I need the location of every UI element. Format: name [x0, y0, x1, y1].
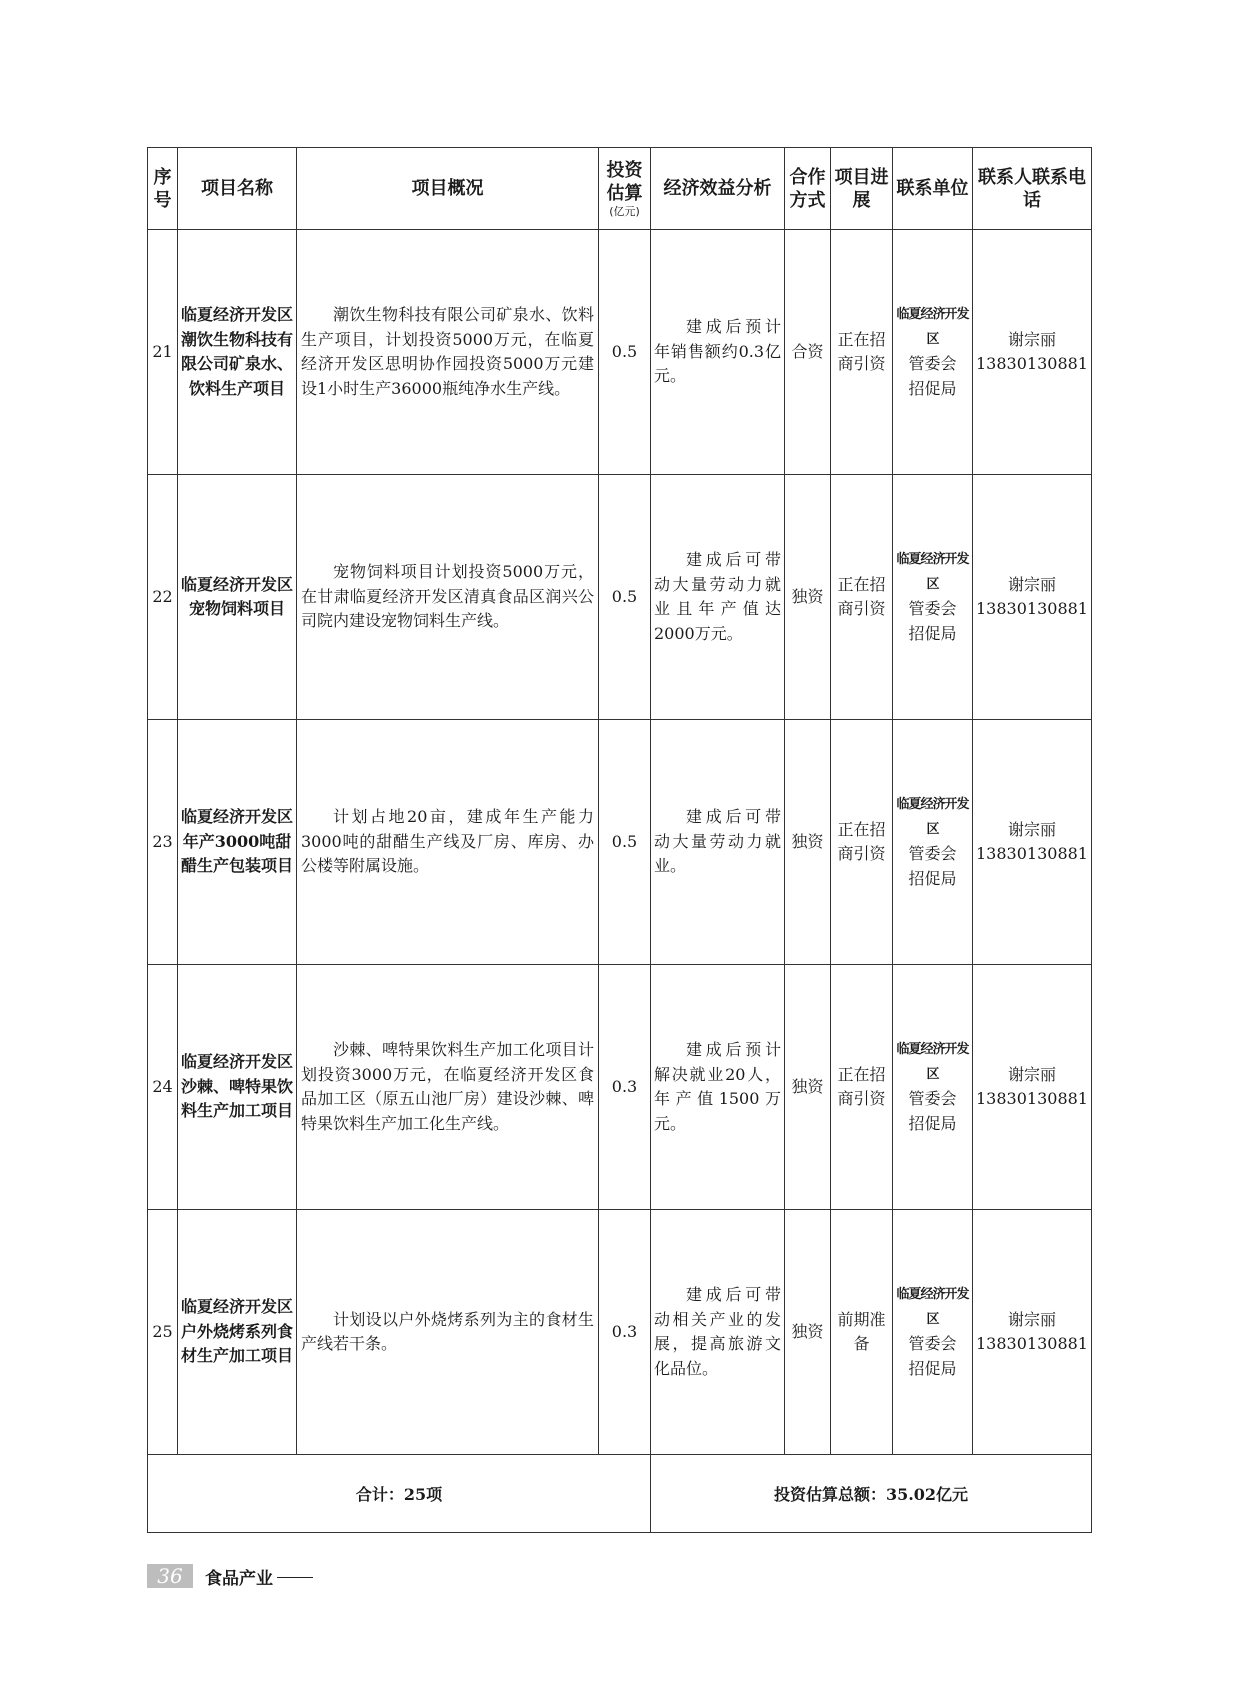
row-contact — [973, 1210, 1092, 1455]
header-no: 序号 — [148, 148, 178, 230]
row-name: 临夏经济开发区户外烧烤系列食材生产加工项目 — [178, 1210, 297, 1455]
row-coop: 独资 — [785, 475, 831, 720]
table-row — [148, 230, 1092, 475]
row-progress: 正在招商引资 — [831, 230, 893, 475]
row-unit: 临夏经济开发区 管委会 招促局 — [893, 475, 973, 720]
row-unit: 临夏经济开发区 管委会 招促局 — [893, 965, 973, 1210]
row-name: 临夏经济开发区潮饮生物科技有限公司矿泉水、饮料生产项目 — [178, 230, 297, 475]
page-footer — [147, 1563, 313, 1589]
row-coop: 合资 — [785, 230, 831, 475]
project-table-container — [147, 147, 1091, 1533]
row-desc: 潮饮生物科技有限公司矿泉水、饮料生产项目，计划投资5000万元，在临夏经济开发区思明协作园投资5000万元建设1小时生产36000瓶纯净水生产线。 — [297, 230, 599, 475]
row-no: 21 — [148, 230, 178, 475]
row-econ: 建成后预计解决就业20人，年产值1500万元。 — [651, 965, 785, 1210]
row-econ: 建成后可带动大量劳动力就业。 — [651, 720, 785, 965]
contact-phone: 13830130881 — [976, 844, 1088, 863]
row-unit: 临夏经济开发区 管委会 招促局 — [893, 1210, 973, 1455]
header-investment-unit: (亿元) — [609, 205, 640, 218]
row-investment: 0.5 — [599, 720, 651, 965]
table-row — [148, 1210, 1092, 1455]
row-coop: 独资 — [785, 1210, 831, 1455]
row-progress: 正在招商引资 — [831, 720, 893, 965]
row-investment: 0.5 — [599, 475, 651, 720]
row-no: 22 — [148, 475, 178, 720]
contact-person: 谢宗丽 — [1007, 329, 1056, 349]
project-table — [147, 147, 1092, 1533]
contact-phone: 13830130881 — [976, 599, 1088, 618]
row-name: 临夏经济开发区年产3000吨甜醋生产包装项目 — [178, 720, 297, 965]
row-contact — [973, 720, 1092, 965]
row-no: 25 — [148, 1210, 178, 1455]
section-title: 食品产业 — [205, 1568, 273, 1589]
row-progress: 前期准备 — [831, 1210, 893, 1455]
header-investment: 投资估算 (亿元) — [599, 148, 651, 230]
contact-person: 谢宗丽 — [1007, 819, 1056, 839]
header-econ: 经济效益分析 — [651, 148, 785, 230]
row-contact — [973, 230, 1092, 475]
row-desc: 计划设以户外烧烤系列为主的食材生产线若干条。 — [297, 1210, 599, 1455]
header-contact: 联系人联系电话 — [973, 148, 1092, 230]
row-progress: 正在招商引资 — [831, 965, 893, 1210]
table-total-row — [148, 1455, 1092, 1533]
contact-phone: 13830130881 — [976, 1089, 1088, 1108]
total-count: 合计：25项 — [148, 1455, 651, 1533]
row-investment: 0.3 — [599, 965, 651, 1210]
contact-person: 谢宗丽 — [1007, 1309, 1056, 1329]
row-coop: 独资 — [785, 965, 831, 1210]
header-unit: 联系单位 — [893, 148, 973, 230]
header-progress: 项目进展 — [831, 148, 893, 230]
row-desc: 计划占地20亩，建成年生产能力3000吨的甜醋生产线及厂房、库房、办公楼等附属设施。 — [297, 720, 599, 965]
row-econ: 建成后预计年销售额约0.3亿元。 — [651, 230, 785, 475]
table-header-row — [148, 148, 1092, 230]
total-investment: 投资估算总额：35.02亿元 — [651, 1455, 1092, 1533]
row-name: 临夏经济开发区宠物饲料项目 — [178, 475, 297, 720]
row-name: 临夏经济开发区沙棘、啤特果饮料生产加工项目 — [178, 965, 297, 1210]
page-number: 36 — [147, 1564, 193, 1588]
contact-person: 谢宗丽 — [1007, 574, 1056, 594]
contact-phone: 13830130881 — [976, 1334, 1088, 1353]
row-no: 24 — [148, 965, 178, 1210]
header-desc: 项目概况 — [297, 148, 599, 230]
row-unit: 临夏经济开发区 管委会 招促局 — [893, 230, 973, 475]
row-no: 23 — [148, 720, 178, 965]
contact-person: 谢宗丽 — [1007, 1064, 1056, 1084]
row-contact — [973, 475, 1092, 720]
row-econ: 建成后可带动相关产业的发展，提高旅游文化品位。 — [651, 1210, 785, 1455]
table-row — [148, 720, 1092, 965]
row-desc: 宠物饲料项目计划投资5000万元，在甘肃临夏经济开发区清真食品区润兴公司院内建设宠物饲料生产线。 — [297, 475, 599, 720]
row-investment: 0.3 — [599, 1210, 651, 1455]
row-coop: 独资 — [785, 720, 831, 965]
row-desc: 沙棘、啤特果饮料生产加工化项目计划投资3000万元，在临夏经济开发区食品加工区（原五山池厂房）建设沙棘、啤特果饮料生产加工化生产线。 — [297, 965, 599, 1210]
row-investment: 0.5 — [599, 230, 651, 475]
footer-rule — [277, 1577, 313, 1578]
table-row — [148, 475, 1092, 720]
table-row — [148, 965, 1092, 1210]
row-contact — [973, 965, 1092, 1210]
contact-phone: 13830130881 — [976, 354, 1088, 373]
header-coop: 合作方式 — [785, 148, 831, 230]
row-econ: 建成后可带动大量劳动力就业且年产值达2000万元。 — [651, 475, 785, 720]
row-unit: 临夏经济开发区 管委会 招促局 — [893, 720, 973, 965]
header-name: 项目名称 — [178, 148, 297, 230]
row-progress: 正在招商引资 — [831, 475, 893, 720]
